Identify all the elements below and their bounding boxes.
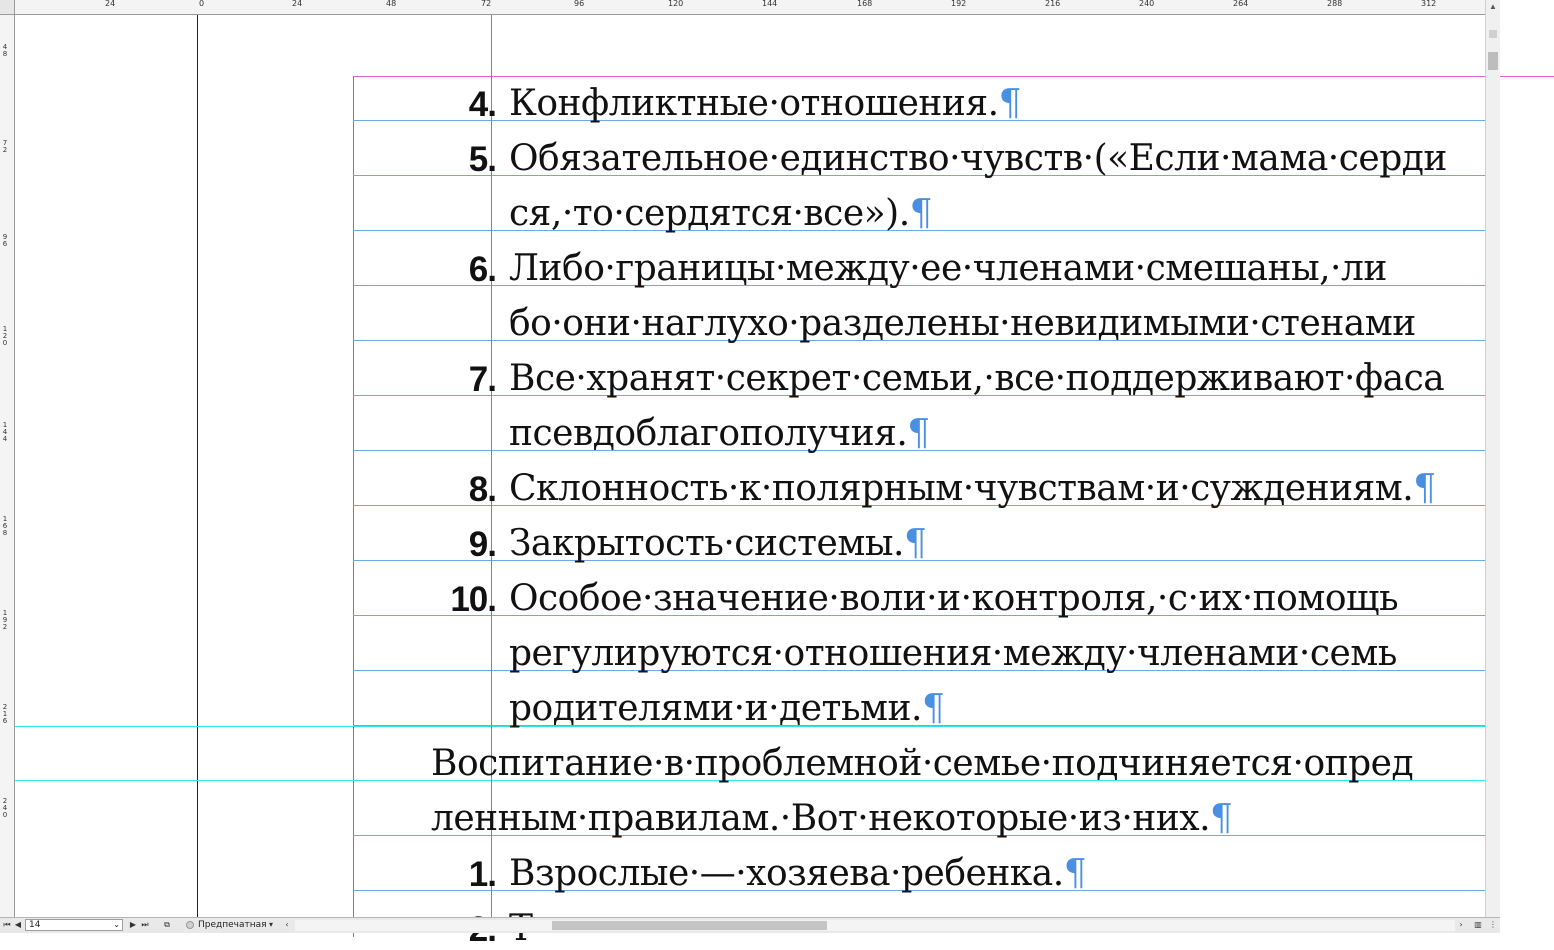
paragraph-line: Воспитание·в·проблемной·семье·подчиняется·опред (431, 743, 1414, 784)
ruler-label: 240 (1139, 0, 1155, 8)
ruler-label: 192 (951, 0, 967, 8)
story-text[interactable] (15, 15, 1486, 918)
ruler-label: 2 4 0 (2, 797, 8, 819)
preflight-menu-icon[interactable]: ▾ (268, 920, 273, 929)
list-item-line: Либо·границы·между·ее·членами·смешаны,·ли (509, 248, 1387, 289)
vertical-ruler[interactable] (0, 14, 15, 918)
ruler-label: 2 1 6 (2, 703, 8, 725)
ruler-label: 72 (481, 0, 492, 8)
horizontal-ruler[interactable] (0, 0, 1486, 15)
list-number: 8. (468, 470, 496, 509)
paragraph-line: ленным·правилам.·Вот·некоторые·из·них.¶ (431, 798, 1233, 839)
list-item-line: Взрослые·—·хозяева·ребенка.¶ (509, 853, 1087, 894)
list-item-line: ся,·то·сердятся·все»).¶ (509, 193, 933, 234)
ruler-label: 1 2 0 (2, 325, 8, 347)
page-number: 14 (29, 920, 41, 930)
first-page-icon[interactable]: ⏮ (3, 920, 11, 929)
list-item-line: регулируются·отношения·между·членами·семь (509, 633, 1397, 674)
pilcrow-mark: ¶ (921, 688, 945, 729)
prev-page-icon[interactable]: ◀ (14, 920, 22, 929)
chevron-down-icon[interactable]: ⌄ (113, 920, 120, 929)
list-number: 7. (468, 360, 496, 399)
pilcrow-mark: ¶ (909, 193, 933, 234)
scroll-thumb[interactable] (1488, 52, 1498, 70)
list-item-line: бо·они·наглухо·разделены·невидимыми·стенами (509, 303, 1416, 344)
split-view-icon[interactable]: ▥ (1474, 920, 1482, 929)
document-canvas[interactable] (15, 15, 1486, 918)
list-number: 4. (468, 85, 496, 124)
list-number: 9. (468, 525, 496, 564)
list-item-line: Обязательное·единство·чувств·(«Если·мама·серди (509, 138, 1447, 179)
ruler-label: 120 (668, 0, 684, 8)
ruler-label: 24 (105, 0, 116, 8)
list-item-line: псевдоблагополучия.¶ (509, 413, 930, 454)
ruler-label: 144 (762, 0, 778, 8)
list-item-line: Все·хранят·секрет·семьи,·все·поддерживают·фаса (509, 358, 1445, 399)
status-bar (0, 917, 1500, 933)
page-number-field[interactable] (25, 919, 123, 931)
pilcrow-mark: ¶ (1063, 853, 1087, 894)
pilcrow-mark: ¶ (1413, 468, 1436, 509)
pilcrow-mark: ¶ (1210, 798, 1233, 839)
list-item-line: Конфликтные·отношения.¶ (509, 83, 1021, 124)
ruler-label: 24 (292, 0, 303, 8)
scroll-mark (1489, 30, 1497, 38)
list-number: 10. (450, 580, 496, 619)
resize-grip-icon[interactable]: ⋮ (1489, 920, 1497, 929)
scroll-right-icon[interactable]: › (1459, 920, 1463, 929)
ruler-corner[interactable] (0, 0, 15, 15)
horizontal-scroll-thumb[interactable] (552, 921, 827, 930)
list-item-line: Закрытость·системы.¶ (509, 523, 927, 564)
ruler-label: 0 (199, 0, 205, 8)
list-item-line: Особое·значение·воли·и·контроля,·с·их·помощь (509, 578, 1399, 619)
pilcrow-mark: ¶ (903, 523, 927, 564)
ruler-label: 4 8 (2, 43, 8, 58)
vertical-scrollbar[interactable] (1485, 0, 1500, 918)
ruler-label: 7 2 (2, 139, 8, 154)
ruler-label: 288 (1327, 0, 1343, 8)
ruler-label: 216 (1045, 0, 1061, 8)
last-page-icon[interactable]: ⏭ (141, 920, 149, 929)
list-number: 1. (468, 855, 496, 894)
list-item-line: Склонность·к·полярным·чувствам·и·суждениям.¶ (509, 468, 1436, 509)
ruler-label: 9 6 (2, 233, 8, 248)
ruler-label: 1 9 2 (2, 609, 8, 631)
ruler-label: 1 4 4 (2, 421, 8, 443)
preflight-label[interactable]: Предпечатная (198, 920, 267, 930)
ruler-label: 1 6 8 (2, 515, 8, 537)
scroll-up-icon[interactable]: ▲ (1489, 2, 1497, 11)
ruler-label: 312 (1421, 0, 1437, 8)
pilcrow-mark: ¶ (907, 413, 930, 454)
horizontal-scrollbar[interactable] (295, 920, 1455, 931)
ruler-label: 48 (386, 0, 397, 8)
list-item-line: родителями·и·детьми.¶ (509, 688, 945, 729)
ruler-label: 96 (574, 0, 585, 8)
ruler-label: 168 (857, 0, 873, 8)
pilcrow-mark: ¶ (998, 83, 1021, 124)
next-page-icon[interactable]: ▶ (129, 920, 137, 929)
page-view-icon[interactable]: ⧉ (164, 920, 170, 929)
preflight-status-icon[interactable] (186, 921, 194, 929)
ruler-label: 264 (1233, 0, 1249, 8)
scroll-left-icon[interactable]: ‹ (285, 920, 289, 929)
list-number: 5. (468, 140, 496, 179)
list-number: 6. (468, 250, 496, 289)
